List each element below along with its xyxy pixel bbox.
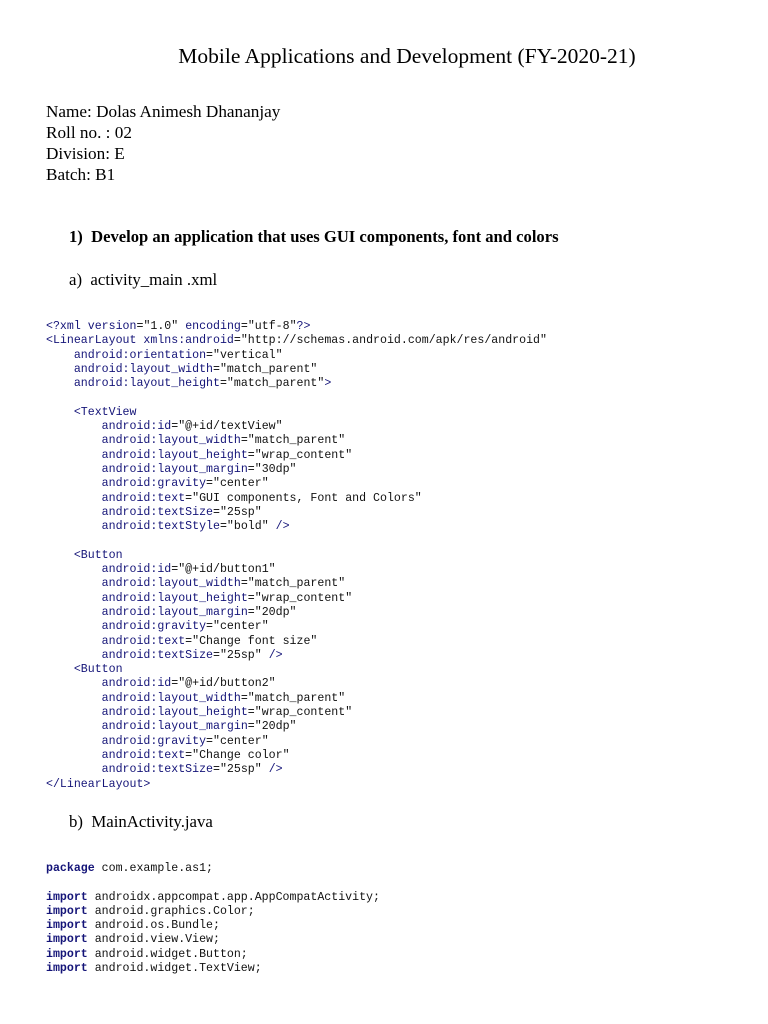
xml-code-line: <Button [73,548,123,562]
xml-code-line: android:gravity="center" [101,620,269,634]
xml-code-line: </LinearLayout> [46,777,151,791]
xml-code-line: android:layout_width="match_parent" [101,434,346,448]
xml-code-line: android:text="GUI components, Font and Colors" [101,491,422,505]
student-info [46,101,280,185]
xml-code-line: <?xml version="1.0" encoding="utf-8"?> [46,320,311,333]
xml-code-line: android:id="@+id/button2" [101,677,276,691]
xml-code-line: android:textSize="25sp" /> [101,648,283,662]
xml-code-line: <LinearLayout xmlns:android="http://schemas.android.com/apk/res/android" [46,334,547,348]
xml-code-line: android:gravity="center" [101,477,269,491]
xml-code-line: android:layout_width="match_parent" [73,362,318,376]
section-b-heading: b) MainActivity.java [69,812,213,831]
java-code-line: import android.view.View; [46,933,220,947]
section-a-heading: a) activity_main .xml [69,270,218,289]
student-name: Name: Dolas Animesh Dhananjay [46,102,281,121]
java-code-line: import android.graphics.Color; [46,904,255,918]
xml-code-line: <Button [73,663,123,677]
xml-code-line: android:text="Change font size" [101,634,318,648]
java-code-line: package com.example.as1; [46,862,213,875]
xml-code-line: android:textStyle="bold" /> [101,520,290,534]
xml-code-line: android:layout_height="wrap_content" [101,448,353,462]
java-code-line: import androidx.appcompat.app.AppCompatActivity; [46,890,380,904]
java-code-line: import android.os.Bundle; [46,919,220,933]
java-code-line: import android.widget.Button; [46,947,248,961]
document-title: Mobile Applications and Development (FY-2020-21) [178,44,636,68]
xml-code-line: android:text="Change color" [101,748,290,762]
xml-code-line: <TextView [73,405,137,419]
xml-code-line: android:layout_margin="20dp" [101,605,297,619]
student-batch: Batch: B1 [46,165,116,184]
xml-code-line: android:layout_height="match_parent"> [73,377,332,391]
xml-code-line: android:id="@+id/textView" [101,420,283,434]
xml-code-line: android:id="@+id/button1" [101,563,276,577]
xml-code-line: android:layout_width="match_parent" [101,691,346,705]
student-division: Division: E [46,144,125,163]
java-code-block [46,862,380,976]
java-code-line: import android.widget.TextView; [46,962,262,976]
xml-code-line: android:layout_margin="30dp" [101,462,297,476]
xml-code-line: android:textSize="25sp" [101,505,262,519]
xml-code-line: android:layout_width="match_parent" [101,577,346,591]
xml-code-line: android:layout_height="wrap_content" [101,591,353,605]
xml-code-line [46,391,547,405]
question-heading: 1) Develop an application that uses GUI components, font and colors [69,227,559,246]
xml-code-line: android:textSize="25sp" /> [101,763,283,777]
student-roll: Roll no. : 02 [46,123,132,142]
xml-code-block [46,320,547,792]
xml-code-line [46,534,547,548]
xml-code-line: android:gravity="center" [101,734,269,748]
xml-code-line: android:layout_margin="20dp" [101,720,297,734]
xml-code-line: android:layout_height="wrap_content" [101,706,353,720]
xml-code-line: android:orientation="vertical" [73,348,283,362]
java-code-line [46,876,380,890]
